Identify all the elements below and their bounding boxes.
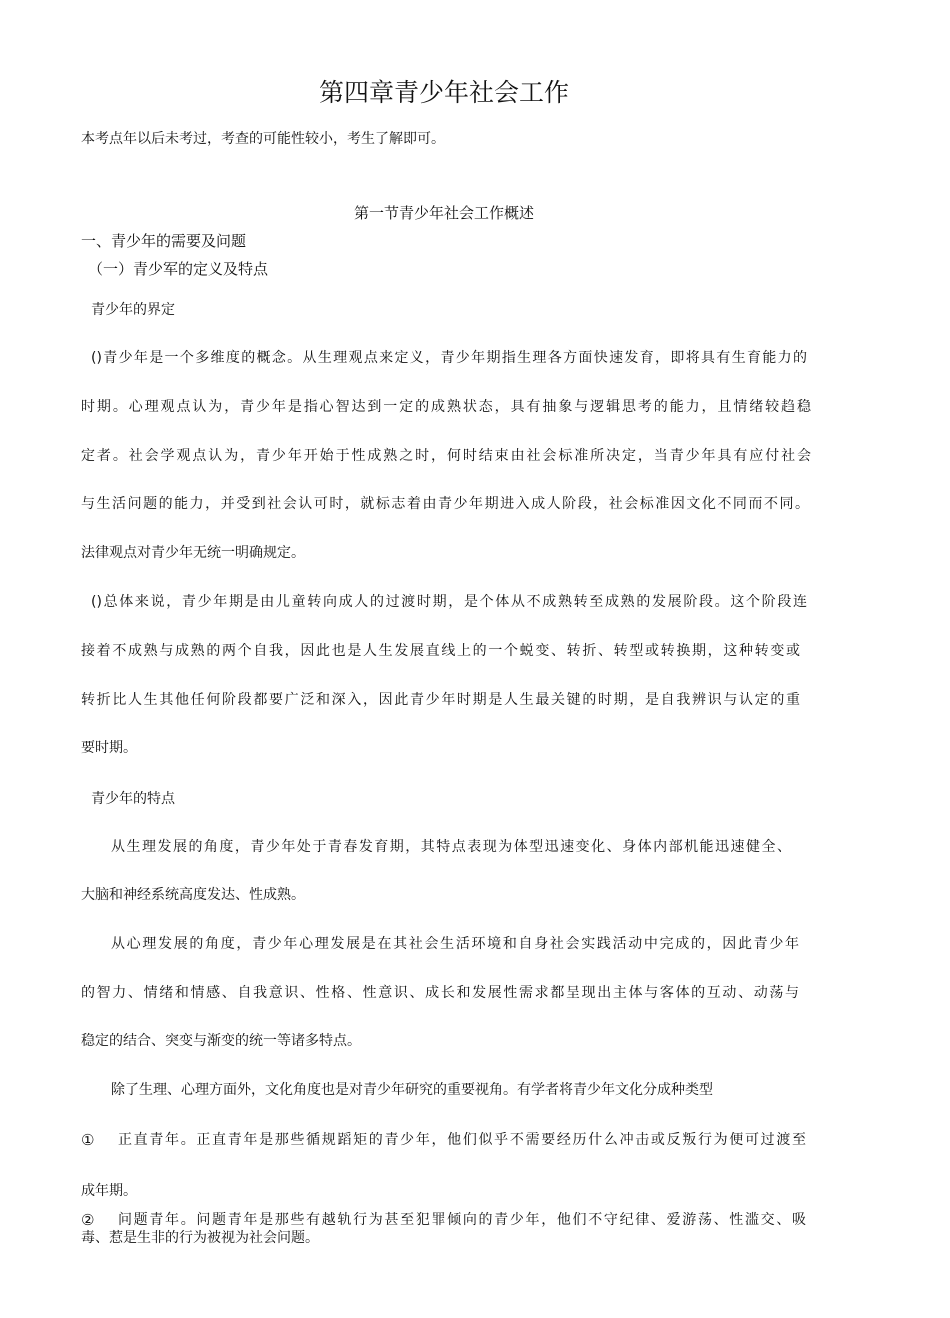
list-marker: ② — [81, 1211, 95, 1229]
paragraph-line: ()总体来说，青少年期是由儿童转向成人的过渡时期，是个体从不成熟转至成熟的发展阶段。这个阶段连 — [91, 594, 807, 610]
paragraph-line: 大脑和神经系统高度发达、性成熟。 — [81, 887, 305, 903]
subheading-definition: 青少年的界定 — [91, 302, 175, 318]
exam-note: 本考点年以后未考过，考查的可能性较小，考生了解即可。 — [81, 131, 445, 147]
chapter-title: 第四章青少年社会工作 — [318, 78, 569, 107]
paragraph-line: 从生理发展的角度，青少年处于青春发育期，其特点表现为体型迅速变化、身体内部机能迅速健全、 — [111, 839, 791, 855]
heading-level-2: （一）青少军的定义及特点 — [88, 260, 269, 278]
subheading-traits: 青少年的特点 — [91, 791, 175, 807]
paragraph-line: 的智力、情绪和情感、自我意识、性格、性意识、成长和发展性需求都呈现出主体与客体的互动、动荡与 — [81, 985, 799, 1001]
list-item-text: 正直青年。正直青年是那些循规蹈矩的青少年，他们似乎不需要经历什么冲击或反叛行为便可过渡至 — [118, 1132, 806, 1148]
paragraph-line: 与生活问题的能力，并受到社会认可时，就标志着由青少年期进入成人阶段，社会标准因文化不同而不同。 — [81, 496, 809, 512]
list-item-text: 毒、惹是生非的行为被视为社会问题。 — [81, 1230, 319, 1246]
section-title: 第一节青少年社会工作概述 — [353, 204, 534, 222]
paragraph-line: ()青少年是一个多维度的概念。从生理观点来定义，青少年期指生理各方面快速发育，即将具有生育能力的 — [91, 350, 807, 366]
paragraph-line: 时期。心理观点认为，青少年是指心智达到一定的成熟状态，具有抽象与逻辑思考的能力，且情绪较趋稳 — [81, 399, 811, 415]
paragraph-line: 转折比人生其他任何阶段都要广泛和深入，因此青少年时期是人生最关键的时期，是自我辨识与认定的重 — [81, 692, 800, 708]
paragraph-line: 稳定的结合、突变与渐变的统一等诸多特点。 — [81, 1033, 361, 1049]
paragraph-line: 要时期。 — [81, 740, 137, 756]
paragraph-line: 除了生理、心理方面外，文化角度也是对青少年研究的重要视角。有学者将青少年文化分成种类型 — [111, 1082, 713, 1098]
list-item-text: 成年期。 — [81, 1183, 137, 1199]
list-marker: ① — [81, 1131, 95, 1149]
paragraph-line: 接着不成熟与成熟的两个自我，因此也是人生发展直线上的一个蜕变、转折、转型或转换期，这种转变或 — [81, 643, 800, 659]
paragraph-line: 定者。社会学观点认为，青少年开始于性成熟之时，何时结束由社会标准所决定，当青少年具有应付社会 — [81, 448, 811, 464]
paragraph-line: 从心理发展的角度，青少年心理发展是在其社会生活环境和自身社会实践活动中完成的，因此青少年 — [111, 936, 799, 952]
list-item-text: 问题青年。问题青年是那些有越轨行为甚至犯罪倾向的青少年，他们不守纪律、爱游荡、性滥交、吸 — [118, 1212, 806, 1228]
paragraph-line: 法律观点对青少年无统一明确规定。 — [81, 545, 305, 561]
heading-level-1: 一、青少年的需要及问题 — [81, 232, 247, 250]
